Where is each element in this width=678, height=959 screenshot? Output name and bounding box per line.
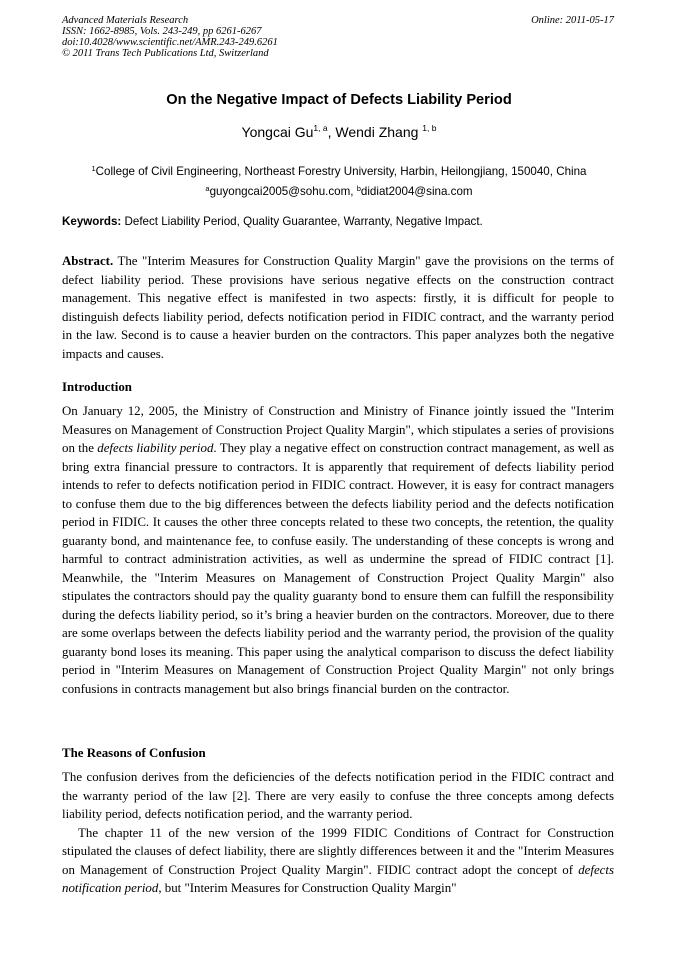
abstract-label: Abstract. (62, 254, 114, 268)
author-affiliation-mark: 1, a (313, 123, 328, 133)
email-a[interactable]: guyongcai2005@sohu.com, (209, 185, 357, 198)
author-name: Yongcai Gu (241, 124, 314, 140)
section-heading-reasons: The Reasons of Confusion (62, 746, 206, 760)
reasons-body (62, 768, 614, 898)
paper-title: On the Negative Impact of Defects Liability Period (166, 92, 512, 108)
doi-line: doi:10.4028/www.scientific.net/AMR.243-249.6261 (62, 37, 278, 48)
reasons-italic-term: defects notification period (62, 862, 614, 895)
affiliation-block (0, 160, 678, 200)
email-b[interactable]: didiat2004@sina.com (360, 185, 473, 198)
author-affiliation-mark: 1, b (422, 123, 437, 133)
reasons-text: , but "Interim Measures for Construction Quality Margin" (158, 881, 457, 895)
author-separator: , (327, 124, 336, 140)
issn-line: ISSN: 1662-8985, Vols. 243-249, pp 6261-6267 (62, 26, 262, 37)
abstract (62, 252, 614, 363)
author-name: Wendi Zhang (335, 124, 423, 140)
keywords (62, 215, 622, 228)
reasons-text: The chapter 11 of the new version of the 1999 FIDIC Conditions of Contract for Construction stipulated the clauses of defect liability, there are slightly differences between it and the "Interim Measures on Management of Construction Project Quality Margin". FIDIC contract adopt the concept of (62, 825, 614, 877)
affiliation-text: College of Civil Engineering, Northeast Forestry University, Harbin, Heilongjiang, 150040, China (95, 165, 587, 178)
journal-header (62, 15, 278, 59)
reasons-paragraph-2 (62, 824, 614, 898)
journal-name: Advanced Materials Research (62, 15, 189, 26)
section-heading-introduction: Introduction (62, 380, 132, 394)
intro-italic-term: defects liability period (97, 441, 214, 455)
email-mark-b: b (356, 184, 361, 193)
abstract-text: The "Interim Measures for Construction Quality Margin" gave the provisions on the terms of defect liability period. These provisions have serious negative effects on the construction contract management. This negative effect is manifested in two aspects: firstly, it is difficult for people to distinguish defects liability period, defects notification period in FIDIC contract, and the warranty period in the law. Second is to cause a heavier burden on the contractors. This paper analyzes both the negative impacts and causes. (62, 254, 614, 361)
keywords-text: Defect Liability Period, Quality Guarantee, Warranty, Negative Impact. (121, 215, 483, 228)
email-mark-a: a (205, 184, 210, 193)
keywords-label: Keywords: (62, 215, 122, 228)
affiliation-mark: 1 (91, 164, 96, 173)
email-line (0, 180, 678, 200)
intro-text: On January 12, 2005, the Ministry of Construction and Ministry of Finance jointly issued the "Interim Measures on Management of Construction Project Quality Margin", which stipulates a series of provisions on the (62, 404, 614, 455)
online-date: Online: 2011-05-17 (531, 15, 614, 26)
reasons-paragraph-1: The confusion derives from the deficiencies of the defects notification period in the FIDIC contract and the warranty period of the law [2]. There are very easily to confuse the three concepts among defects liability period, defects notification period, and the warranty period. (62, 770, 614, 821)
introduction-body (62, 402, 614, 698)
affiliation-line (0, 160, 678, 180)
copyright-line: © 2011 Trans Tech Publications Ltd, Switzerland (62, 48, 269, 59)
intro-text: . They play a negative effect on construction contract management, as well as bring extra financial pressure to contractors. It is apparently that requirement of defects liability period intends to refer to defects notification period in FIDIC contract. However, it is easy for contract managers to confuse them due to the big differences between the defects liability period and the defects notification period in FIDIC. It causes the other three concepts related to these two concepts, the retention, the quality guaranty bond, and maintenance fee, to confuse easily. The understanding of these concepts is wrong and harmful to contract administration activities, as well as undermine the spread of FIDIC contract [1]. Meanwhile, the "Interim Measures on Management of Construction Project Quality Margin" also stipulates the contractors should pay the quality guaranty bond to ensure them can fulfill the responsibility during the defects liability period, so it’s bring a heavier burden on the contractors. Moreover, due to there are some overlaps between the defects liability period and the warranty period, the provision of the quality guaranty bond loses its meaning. This paper using the analytical comparison to discuss the defect liability period in "Interim Measures on Management of Construction Project Quality Margin" not only brings confusions in contracts management but also brings financial burden on the contractor. (62, 441, 615, 696)
author-list (0, 123, 678, 140)
